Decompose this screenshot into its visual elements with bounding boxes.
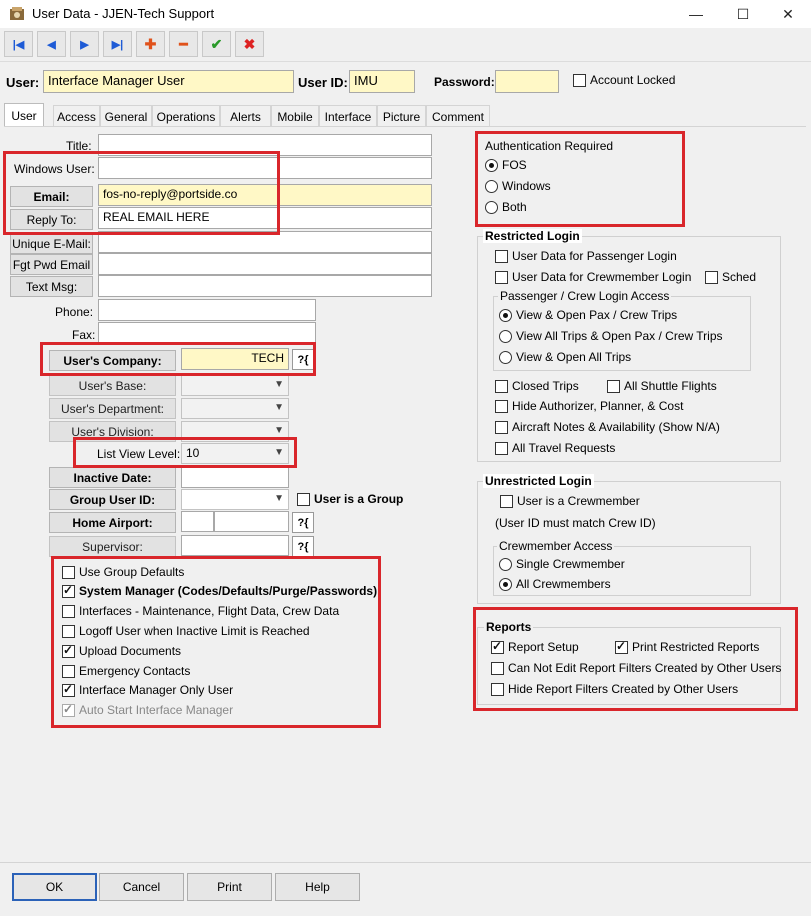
chevron-down-icon: ▼ [274,493,284,504]
window-title: User Data - JJEN-Tech Support [32,6,215,21]
radio-dot[interactable] [499,558,512,571]
email-input[interactable]: fos-no-reply@portside.co [98,184,432,206]
forgot-password-email-input[interactable] [98,253,432,275]
radio-label: FOS [502,158,527,172]
cancel-edit-button[interactable]: ✖ [235,31,264,57]
chevron-down-icon: ▼ [274,447,284,458]
list-view-label: List View Level: [97,447,181,461]
option-label: Hide Authorizer, Planner, & Cost [512,399,684,413]
option-label: Upload Documents [79,644,182,658]
option-check[interactable] [495,271,508,284]
authentication-title: Authentication Required [485,139,614,153]
unrestricted-login-title: Unrestricted Login [485,474,592,488]
home-airport-code-input[interactable] [181,511,214,532]
delete-record-button[interactable]: ━ [169,31,198,57]
tab-user[interactable]: User [4,103,44,127]
forgot-password-email-button[interactable]: Fgt Pwd Email [10,254,93,275]
user-id-input[interactable]: IMU [349,70,415,93]
supervisor-lookup-button[interactable]: ?{ [292,536,314,557]
title-bar [0,0,811,28]
option-label: Interfaces - Maintenance, Flight Data, Crew Data [79,604,340,618]
windows-user-label: Windows User: [14,162,95,176]
tab-comment[interactable]: Comment [426,105,490,127]
supervisor-button[interactable]: Supervisor: [49,536,176,557]
tab-mobile[interactable]: Mobile [271,105,319,127]
passenger-login-option[interactable] [495,249,677,263]
highlight-box-authentication [475,131,685,227]
title-label: Title: [66,139,92,153]
option-check[interactable] [500,495,513,508]
radio-label: View All Trips & Open Pax / Crew Trips [516,329,723,343]
company-button[interactable]: User's Company: [49,350,176,371]
department-select[interactable] [181,398,289,419]
is-crewmember-option[interactable] [500,494,640,508]
maximize-button[interactable]: ☐ [736,6,750,22]
option-label: Auto Start Interface Manager [79,703,234,717]
crewmember-access-title: Crewmember Access [499,539,613,553]
option-label: Use Group Defaults [79,565,185,579]
hide-authorizer-option[interactable] [495,399,683,413]
account-locked-label: Account Locked [590,73,676,87]
option-label: Interface Manager Only User [79,683,234,697]
home-airport-name-input[interactable] [214,511,289,532]
company-lookup-button[interactable]: ?{ [292,349,314,370]
email-button[interactable]: Email: [10,186,93,207]
group-user-select[interactable] [181,489,289,510]
radio-label: All Crewmembers [516,577,611,591]
tab-general[interactable]: General [100,105,152,127]
highlight-box-company [40,342,316,376]
text-msg-input[interactable] [98,275,432,297]
radio-dot[interactable] [499,330,512,343]
radio-label: Both [502,200,527,214]
company-input[interactable]: TECH [181,348,289,370]
chevron-down-icon: ▼ [274,379,284,390]
highlight-box-windows-user [3,151,280,235]
reports-title: Reports [486,620,532,634]
minimize-button[interactable]: — [689,6,703,22]
single-crewmember-radio[interactable] [499,557,625,571]
tab-alerts[interactable]: Alerts [220,105,271,127]
password-input[interactable] [495,70,559,93]
next-record-button[interactable]: ▶ [70,31,99,57]
record-toolbar [0,28,811,62]
reply-to-input[interactable]: REAL EMAIL HERE [98,207,432,229]
option-label: All Shuttle Flights [624,379,717,393]
help-button[interactable]: Help [275,873,360,901]
inactive-date-input[interactable] [181,467,289,488]
text-msg-button[interactable]: Text Msg: [10,276,93,297]
option-label: Report Setup [508,640,579,654]
user-is-group-label: User is a Group [314,492,404,506]
reply-to-button[interactable]: Reply To: [10,209,93,230]
sched-option[interactable] [705,270,756,284]
highlight-box-list-view [73,437,297,468]
phone-label: Phone: [55,305,94,319]
user-is-group-check[interactable] [297,493,310,506]
account-locked-check[interactable] [573,74,586,87]
option-check[interactable] [495,421,508,434]
inactive-date-button[interactable]: Inactive Date: [49,467,176,488]
first-record-button[interactable]: |◀ [4,31,33,57]
home-airport-lookup-button[interactable]: ?{ [292,512,314,533]
access-view-open-pax-radio[interactable] [499,308,677,322]
base-select[interactable] [181,375,289,396]
radio-dot[interactable] [499,309,512,322]
unique-email-button[interactable]: Unique E-Mail: [10,233,93,254]
option-check[interactable] [607,380,620,393]
aircraft-notes-option[interactable] [495,420,720,434]
fax-input[interactable] [98,322,316,344]
all-travel-requests-option[interactable] [495,441,615,455]
chevron-down-icon: ▼ [274,402,284,413]
tab-access[interactable]: Access [53,105,100,127]
crew-login-option[interactable] [495,270,691,284]
crew-id-note: (User ID must match Crew ID) [495,516,656,530]
user-label: User: [6,75,40,90]
group-user-button[interactable]: Group User ID: [49,489,176,510]
highlight-box-reports [473,607,798,711]
radio-dot[interactable] [499,578,512,591]
home-airport-button[interactable]: Home Airport: [49,512,176,533]
option-label: Hide Report Filters Created by Other Users [508,682,739,696]
division-button[interactable]: User's Division: [49,421,176,442]
save-record-button[interactable]: ✔ [202,31,231,57]
fax-label: Fax: [72,328,96,342]
close-window-button[interactable]: ✕ [782,6,794,22]
tab-operations[interactable]: Operations [152,105,220,127]
tab-divider [4,126,806,127]
option-label: Logoff User when Inactive Limit is Reached [79,624,310,638]
option-label: Print Restricted Reports [632,640,760,654]
option-label: User Data for Passenger Login [512,249,677,263]
radio-label: Windows [502,179,551,193]
app-icon [9,6,25,22]
radio-label: View & Open All Trips [516,350,632,364]
previous-record-button[interactable]: ◀ [37,31,66,57]
account-locked-checkbox[interactable] [573,73,675,87]
option-label: All Travel Requests [512,441,616,455]
chevron-down-icon: ▼ [274,425,284,436]
option-check[interactable] [495,250,508,263]
restricted-login-title: Restricted Login [485,229,580,243]
add-record-button[interactable]: ✚ [136,31,165,57]
option-label: Sched [722,270,757,284]
list-view-value: 10 [186,446,200,460]
last-record-button[interactable]: ▶| [103,31,132,57]
supervisor-input[interactable] [181,535,289,556]
access-view-all-radio[interactable] [499,329,723,343]
option-label: Emergency Contacts [79,664,191,678]
option-label: User is a Crewmember [517,494,640,508]
user-is-group-checkbox[interactable] [297,492,403,506]
tab-picture[interactable]: Picture [377,105,426,127]
option-check[interactable] [495,442,508,455]
phone-input[interactable] [98,299,316,321]
cancel-button[interactable]: Cancel [99,873,184,901]
base-button[interactable]: User's Base: [49,375,176,396]
radio-label: Single Crewmember [516,557,625,571]
option-check[interactable] [495,380,508,393]
option-label: User Data for Crewmember Login [512,270,692,284]
option-label: Closed Trips [512,379,579,393]
closed-trips-option[interactable] [495,379,579,393]
all-shuttle-option[interactable] [607,379,717,393]
access-open-all-radio[interactable] [499,350,631,364]
radio-label: View & Open Pax / Crew Trips [516,308,678,322]
bottom-divider [0,862,811,863]
option-check[interactable] [705,271,718,284]
user-id-label: User ID: [298,75,348,90]
tab-interface[interactable]: Interface [319,105,377,127]
all-crewmembers-radio[interactable] [499,577,611,591]
option-label: Aircraft Notes & Availability (Show N/A) [512,420,720,434]
highlight-box-options [51,556,381,728]
ok-button[interactable]: OK [12,873,97,901]
department-button[interactable]: User's Department: [49,398,176,419]
option-label: Can Not Edit Report Filters Created by Other Users [508,661,782,675]
option-label: System Manager (Codes/Defaults/Purge/Passwords) [79,584,378,598]
user-name-input[interactable]: Interface Manager User [43,70,294,93]
print-button[interactable]: Print [187,873,272,901]
radio-dot[interactable] [499,351,512,364]
option-check[interactable] [495,400,508,413]
password-label: Password: [434,75,495,89]
login-access-title: Passenger / Crew Login Access [500,289,670,303]
